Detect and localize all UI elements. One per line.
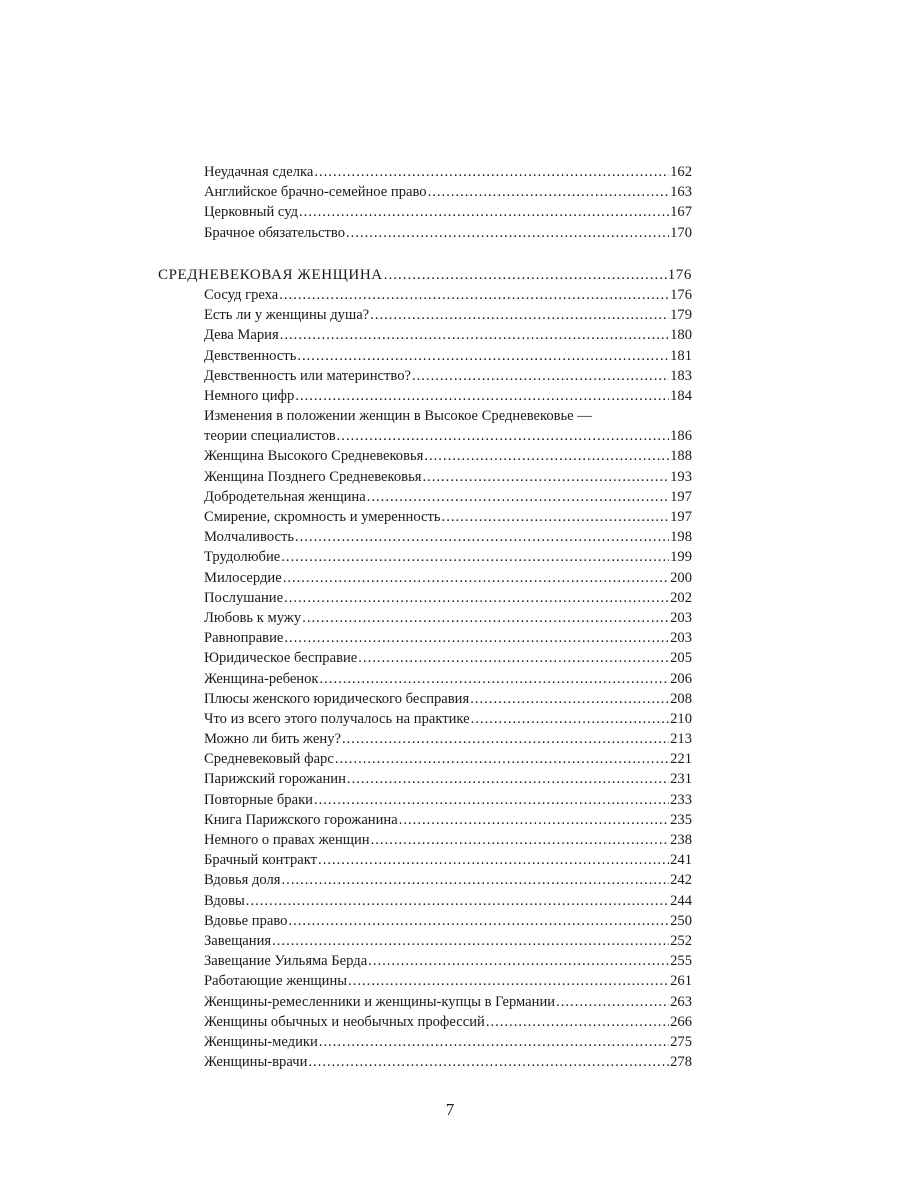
toc-entry bbox=[158, 729, 692, 749]
leader-dots bbox=[367, 487, 669, 507]
toc-entry-title: Завещания bbox=[204, 932, 272, 949]
leader-dots bbox=[422, 467, 669, 487]
leader-dots bbox=[302, 608, 669, 628]
toc-entry-title: Женщины-врачи bbox=[204, 1054, 308, 1071]
leader-dots bbox=[371, 830, 669, 850]
leader-dots bbox=[368, 951, 669, 971]
leader-dots bbox=[280, 325, 669, 345]
toc-entry bbox=[158, 366, 692, 386]
toc-entry-title: Смирение, скромность и умеренность bbox=[204, 509, 441, 525]
leader-dots bbox=[347, 769, 669, 789]
toc-entry bbox=[158, 608, 692, 628]
table-of-contents bbox=[158, 162, 692, 1072]
toc-entry-page: 162 bbox=[670, 164, 692, 180]
toc-entry-title: Молчаливость bbox=[204, 529, 294, 546]
leader-dots bbox=[337, 426, 669, 446]
toc-entry-page: 183 bbox=[670, 367, 692, 384]
leader-dots bbox=[318, 850, 669, 870]
toc-entry-page: 244 bbox=[670, 892, 692, 909]
toc-entry-title: Женщины обычных и необычных профессий bbox=[204, 1013, 485, 1030]
toc-entry bbox=[158, 1032, 692, 1052]
toc-entry-page: 263 bbox=[670, 993, 692, 1010]
toc-entry bbox=[158, 507, 692, 527]
toc-entry-title: Трудолюбие bbox=[204, 549, 281, 566]
toc-entry-page: 186 bbox=[670, 428, 692, 445]
toc-entry-page: 278 bbox=[670, 1054, 692, 1071]
toc-entry bbox=[158, 527, 692, 547]
toc-entry-title: теории специалистов bbox=[204, 428, 336, 445]
toc-entry bbox=[158, 162, 692, 182]
leader-dots bbox=[319, 1032, 669, 1052]
toc-entry bbox=[158, 386, 692, 406]
toc-entry-page: 176 bbox=[670, 286, 692, 303]
toc-entry bbox=[158, 467, 692, 487]
toc-entry-page: 231 bbox=[670, 771, 692, 788]
leader-dots bbox=[297, 346, 669, 366]
toc-entry-title: Изменения в положении женщин в Высокое Средневековье — bbox=[204, 408, 592, 425]
toc-entry-title: Женщина Позднего Средневековья bbox=[204, 468, 422, 485]
leader-dots bbox=[314, 790, 669, 810]
toc-entry-page: 210 bbox=[670, 710, 692, 727]
toc-entry-title: Работающие женщины bbox=[204, 973, 348, 990]
toc-entry-title: Можно ли бить жену? bbox=[204, 731, 341, 748]
toc-entry-multiline-line1 bbox=[158, 406, 692, 426]
toc-entry-page: 250 bbox=[670, 912, 692, 929]
toc-entry bbox=[158, 446, 692, 466]
toc-entry-page: 184 bbox=[670, 387, 692, 404]
toc-entry-title: Немного цифр bbox=[204, 387, 295, 404]
toc-entry-page: 205 bbox=[670, 650, 692, 667]
toc-entry-page: 235 bbox=[670, 811, 692, 828]
toc-entry bbox=[158, 669, 692, 689]
toc-entry-title: Вдовье право bbox=[204, 912, 288, 929]
toc-entry-page: 193 bbox=[670, 468, 692, 485]
toc-entry-title: Женщины-медики bbox=[204, 1033, 318, 1050]
toc-entry-page: 202 bbox=[670, 589, 692, 606]
toc-entry-page: 255 bbox=[670, 953, 692, 970]
toc-entry-title: Женщины-ремесленники и женщины-купцы в Германии bbox=[204, 993, 556, 1010]
toc-entry bbox=[158, 891, 692, 911]
toc-entry bbox=[158, 285, 692, 305]
toc-entry bbox=[158, 182, 692, 202]
leader-dots bbox=[282, 870, 670, 890]
toc-entry bbox=[158, 911, 692, 931]
leader-dots bbox=[470, 689, 669, 709]
toc-section-part2a bbox=[158, 285, 692, 406]
toc-entry-title: Парижский горожанин bbox=[204, 771, 346, 788]
toc-entry-page: 238 bbox=[670, 832, 692, 848]
leader-dots bbox=[284, 628, 669, 648]
leader-dots bbox=[556, 992, 669, 1012]
leader-dots bbox=[370, 305, 669, 325]
leader-dots bbox=[358, 648, 669, 668]
toc-entry bbox=[158, 951, 692, 971]
toc-entry bbox=[158, 830, 692, 850]
toc-entry-page: 221 bbox=[670, 751, 692, 768]
toc-entry bbox=[158, 628, 692, 648]
toc-entry bbox=[158, 1052, 692, 1072]
toc-entry bbox=[158, 790, 692, 810]
toc-entry-title: Девственность или материнство? bbox=[204, 367, 411, 384]
toc-entry-title: Английское брачно-семейное право bbox=[204, 184, 427, 201]
toc-entry-title: Средневековый фарс bbox=[204, 751, 334, 768]
toc-entry bbox=[158, 568, 692, 588]
toc-entry bbox=[158, 769, 692, 789]
toc-section-part2b bbox=[158, 446, 692, 1072]
toc-entry bbox=[158, 588, 692, 608]
toc-entry-title: Вдовы bbox=[204, 892, 245, 909]
toc-entry-page: 208 bbox=[670, 690, 692, 707]
toc-entry-page: 266 bbox=[670, 1013, 692, 1030]
leader-dots bbox=[442, 507, 670, 527]
toc-entry-page: 242 bbox=[670, 872, 692, 889]
toc-chapter-row bbox=[158, 265, 692, 285]
toc-entry-title: Сосуд греха bbox=[204, 286, 279, 303]
toc-entry-title: Женщина Высокого Средневековья bbox=[204, 448, 424, 465]
toc-entry-page: 181 bbox=[670, 347, 692, 364]
toc-entry-title: Послушание bbox=[204, 589, 284, 606]
toc-entry bbox=[158, 487, 692, 507]
toc-entry-page: 170 bbox=[670, 224, 692, 241]
leader-dots bbox=[314, 162, 669, 182]
leader-dots bbox=[486, 1012, 669, 1032]
toc-entry-page: 200 bbox=[670, 569, 692, 586]
toc-entry-page: 241 bbox=[670, 852, 692, 869]
leader-dots bbox=[399, 810, 669, 830]
toc-entry bbox=[158, 870, 692, 890]
toc-entry bbox=[158, 547, 692, 567]
toc-entry-page: 206 bbox=[670, 670, 692, 687]
leader-dots bbox=[308, 1052, 669, 1072]
leader-dots bbox=[412, 366, 669, 386]
toc-entry-title: Девственность bbox=[204, 347, 297, 364]
toc-entry-page: 233 bbox=[670, 791, 692, 808]
toc-entry-title: Брачное обязательство bbox=[204, 224, 345, 241]
toc-entry-page: 261 bbox=[670, 973, 692, 990]
leader-dots bbox=[284, 588, 669, 608]
leader-dots bbox=[279, 285, 669, 305]
toc-entry-page: 199 bbox=[670, 549, 692, 566]
toc-entry bbox=[158, 709, 692, 729]
toc-entry-title: Любовь к мужу bbox=[204, 609, 302, 626]
toc-entry-title: Есть ли у женщины душа? bbox=[204, 307, 370, 324]
toc-entry bbox=[158, 850, 692, 870]
toc-entry-title: Церковный суд bbox=[204, 204, 299, 221]
leader-dots bbox=[320, 669, 670, 689]
toc-entry bbox=[158, 346, 692, 366]
toc-entry-title: Дева Мария bbox=[204, 327, 279, 344]
toc-entry bbox=[158, 810, 692, 830]
toc-entry-page: 203 bbox=[670, 609, 692, 626]
leader-dots bbox=[299, 202, 669, 222]
toc-entry-page: 203 bbox=[670, 630, 692, 647]
leader-dots bbox=[272, 931, 669, 951]
leader-dots bbox=[335, 749, 669, 769]
leader-dots bbox=[295, 386, 669, 406]
leader-dots bbox=[424, 446, 669, 466]
page-number: 7 bbox=[445, 1100, 455, 1119]
toc-entry-page: 163 bbox=[670, 184, 692, 201]
chapter-title: СРЕДНЕВЕКОВАЯ ЖЕНЩИНА bbox=[158, 266, 383, 283]
toc-entry-title: Женщина-ребенок bbox=[204, 670, 319, 687]
toc-entry-title: Вдовья доля bbox=[204, 872, 281, 889]
toc-entry-title: Книга Парижского горожанина bbox=[204, 811, 398, 828]
toc-entry-title: Добродетельная женщина bbox=[204, 488, 366, 505]
leader-dots bbox=[246, 891, 669, 911]
toc-entry bbox=[158, 749, 692, 769]
toc-entry-title: Юридическое бесправие bbox=[204, 650, 358, 667]
toc-entry-title: Брачный контракт bbox=[204, 852, 318, 869]
toc-entry bbox=[158, 689, 692, 709]
toc-entry-title: Что из всего этого получалось на практике bbox=[204, 710, 470, 727]
toc-entry-page: 167 bbox=[670, 204, 692, 221]
toc-entry-page: 275 bbox=[670, 1033, 692, 1050]
toc-entry-title: Повторные браки bbox=[204, 791, 313, 808]
toc-entry-page: 180 bbox=[670, 327, 692, 344]
toc-entry-title: Милосердие bbox=[204, 569, 282, 586]
toc-entry-page: 179 bbox=[670, 307, 692, 324]
toc-entry-page: 213 bbox=[670, 731, 692, 748]
toc-entry-title: Равноправие bbox=[204, 630, 284, 647]
toc-entry bbox=[158, 648, 692, 668]
toc-entry-title: Завещание Уильяма Берда bbox=[204, 953, 368, 970]
toc-entry bbox=[158, 325, 692, 345]
toc-entry bbox=[158, 223, 692, 243]
leader-dots bbox=[471, 709, 669, 729]
toc-entry bbox=[158, 992, 692, 1012]
toc-entry bbox=[158, 305, 692, 325]
leader-dots bbox=[348, 971, 669, 991]
toc-entry-multiline-line2 bbox=[158, 426, 692, 446]
toc-entry bbox=[158, 931, 692, 951]
toc-entry-title: Немного о правах женщин bbox=[204, 832, 370, 848]
toc-entry-title: Плюсы женского юридического бесправия bbox=[204, 690, 470, 707]
toc-entry-page: 197 bbox=[670, 488, 692, 505]
leader-dots bbox=[295, 527, 669, 547]
leader-dots bbox=[428, 182, 670, 202]
toc-entry-title: Неудачная сделка bbox=[204, 164, 314, 180]
leader-dots bbox=[283, 568, 669, 588]
toc-entry-page: 252 bbox=[670, 932, 692, 949]
toc-entry bbox=[158, 1012, 692, 1032]
leader-dots bbox=[346, 223, 669, 243]
toc-entry-page: 188 bbox=[670, 448, 692, 465]
toc-entry bbox=[158, 202, 692, 222]
leader-dots bbox=[288, 911, 669, 931]
toc-entry-page: 198 bbox=[670, 529, 692, 546]
toc-entry-page: 197 bbox=[670, 509, 692, 525]
toc-section-part1 bbox=[158, 162, 692, 243]
leader-dots bbox=[342, 729, 669, 749]
leader-dots bbox=[384, 265, 667, 285]
chapter-page: 176 bbox=[667, 266, 692, 283]
leader-dots bbox=[281, 547, 669, 567]
toc-entry bbox=[158, 971, 692, 991]
